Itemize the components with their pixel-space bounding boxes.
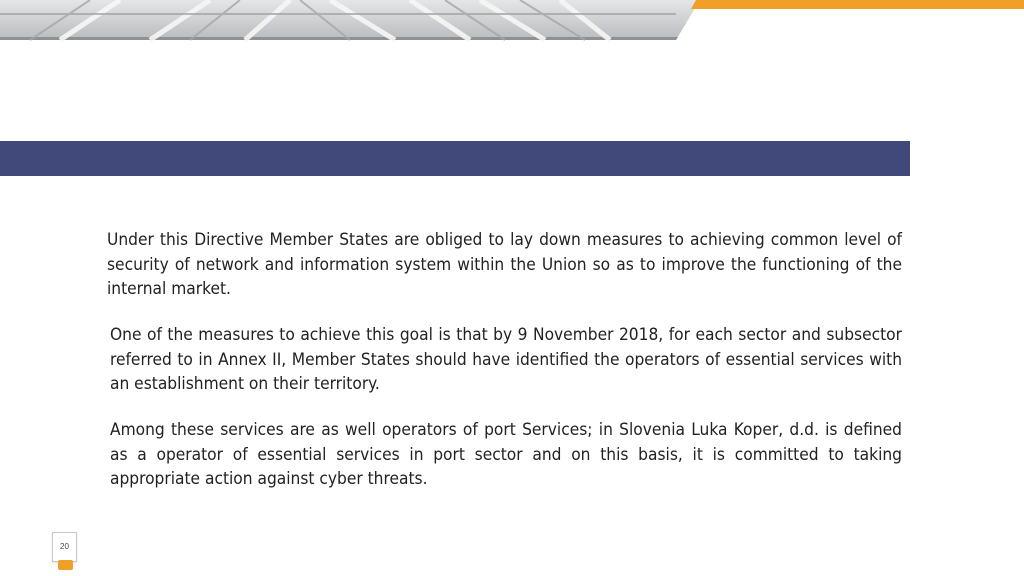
body-paragraph-2: One of the measures to achieve this goal is that by 9 November 2018, for each sector and subsector referred to in Annex II, Member States should have identified the operators of essential services with an establishment on their territory. <box>110 325 902 395</box>
body-paragraph-3: Among these services are as well operators of port Services; in Slovenia Luka Koper, d.d. is defined as a operator of essential services in port sector and on this basis, it is committed to taking appropriate action against cyber threats. <box>110 420 902 490</box>
page-number: 20 <box>60 542 69 551</box>
page-number-box <box>52 532 77 562</box>
page-number-tab <box>58 560 73 570</box>
body-paragraph-1: Under this Directive Member States are obliged to lay down measures to achieving common level of security of network and information system within the Union so as to improve the functioning of the internal market. <box>107 230 902 300</box>
